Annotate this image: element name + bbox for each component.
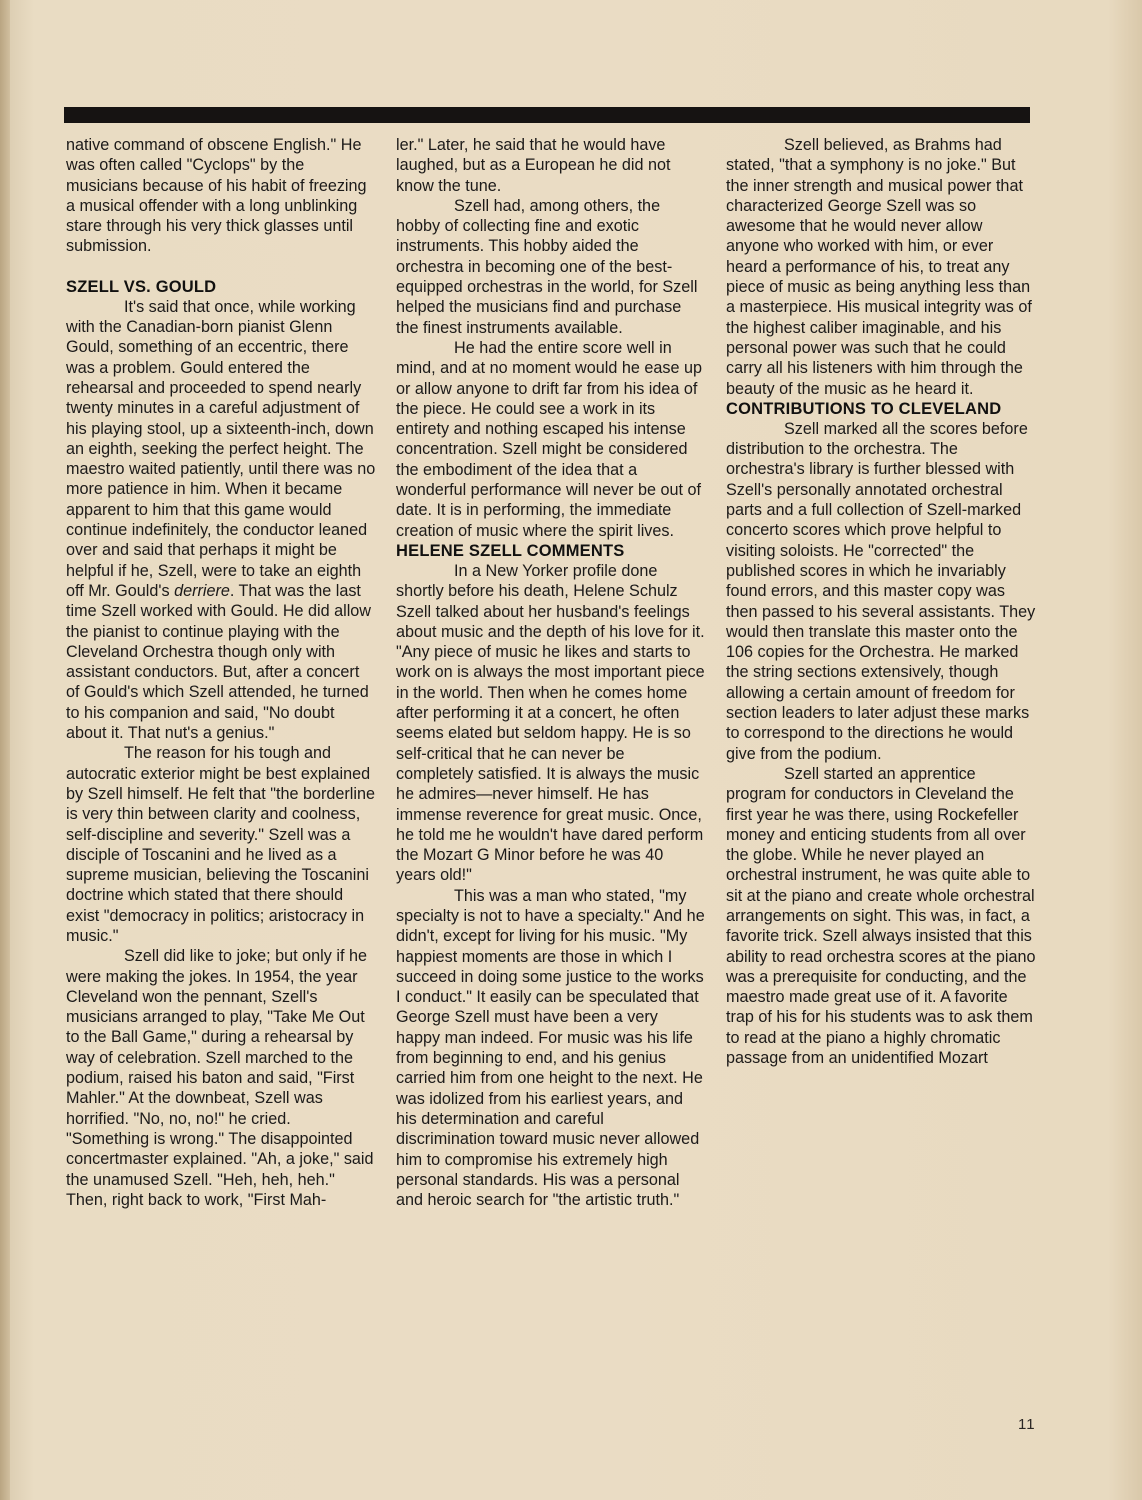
text-column-3 [726, 135, 1036, 1068]
gould-story-text-2: . That was the last time Szell worked with Gould. He did allow the pianist to continue playing with the Cleveland Orchestra though only with assistant conductors. But, after a concert of Gould's which Szell attended, he turned to his companion and said, "No doubt about it. That nut's a genius." [66, 581, 371, 743]
paragraph-marked-scores: Szell marked all the scores before distribution to the orchestra. The orchestra's library is further blessed with Szell's personally annotated orchestral parts and a full collection of Szell-marked concerto scores which prove helpful to visiting soloists. He "corrected" the published scores in which he invariably found errors, and this master copy was then passed to his several assistants. They would then translate this master onto the 106 copies for the Orchestra. He marked the string sections extensively, though allowing a certain amount of freedom for section leaders to later adjust these marks to correspond to the directions he would give from the podium. [726, 419, 1036, 763]
paragraph-cyclops: native command of obscene English." He was often called "Cyclops" by the musicians because of his habit of freezing a musical offender with a long unblinking stare through his very thick glasses until submission. [66, 136, 367, 256]
paragraph-instruments-hobby: Szell had, among others, the hobby of collecting fine and exotic instruments. This hobby aided the orchestra in becoming one of the best-equipped orchestras in the world, for Szell helped the musicians find and purchase the finest instruments available. [396, 196, 698, 337]
page-number: 11 [1018, 1416, 1036, 1433]
section-heading-helene-szell: HELENE SZELL COMMENTS [396, 541, 625, 560]
text-column-2 [396, 135, 706, 1210]
page-binding-edge [0, 0, 10, 1500]
header-rule-bar [64, 107, 1030, 123]
paragraph-entire-score: He had the entire score well in mind, and at no moment would he ease up or allow anyone to drift far from his idea of the piece. He could see a work in its entirety and nothing escaped his intense concentration. Szell might be considered the embodiment of the idea that a wonderful performance will never be out of date. It is in performing, the immediate creation of music where the spirit lives. [396, 338, 702, 540]
paragraph-brahms: Szell believed, as Brahms had stated, "that a symphony is no joke." But the inner strength and musical power that characterized George Szell was so awesome that he would never allow anyone who worked with him, or ever heard a performance of his, to treat any piece of music as being anything less than a masterpiece. His musical integrity was of the highest caliber imaginable, and his personal power was such that he could carry all his listeners with him through the beauty of the music as he heard it. [726, 136, 1032, 398]
paragraph-mahler-continued: ler." Later, he said that he would have laughed, but as a European he did not know the tune. [396, 136, 671, 195]
section-heading-szell-vs-gould: SZELL VS. GOULD [66, 277, 217, 296]
paragraph-joke: Szell did like to joke; but only if he were making the jokes. In 1954, the year Cleveland won the pennant, Szell's musicians arranged to play, "Take Me Out to the Ball Game," during a rehearsal by way of celebration. Szell marched to the podium, raised his baton and said, "First Mahler." At the downbeat, Szell was horrified. "No, no, no!" he cried. "Something is wrong." The disappointed concertmaster explained. "Ah, a joke," said the unamused Szell. "Heh, heh, heh." Then, right back to work, "First Mah- [66, 947, 374, 1209]
paragraph-specialty: This was a man who stated, "my specialty is not to have a specialty." And he didn't, except for living for his music. "My happiest moments are those in which I succeed in doing some justice to the works I conduct." It easily can be speculated that George Szell must have been a very happy man indeed. For music was his life from beginning to end, and his genius carried him from one height to the next. He was idolized from his earliest years, and his determination and careful discrimination toward music never allowed him to compromise his extremely high personal standards. His was a personal and heroic search for "the artistic truth." [396, 886, 705, 1210]
gould-story-italic: derriere [174, 581, 230, 600]
paragraph-new-yorker-profile: In a New Yorker profile done shortly before his death, Helene Schulz Szell talked about her husband's feelings about music and the depth of his love for it. "Any piece of music he likes and starts to work on is always the most important piece in the world. Then when he comes home after performing it at a concert, he often seems elated but seldom happy. He is so self-critical that he can never be completely satisfied. It is always the music he admires—never himself. He has immense reverence for great music. Once, he told me he wouldn't have dared perform the Mozart G Minor before he was 40 years old!" [396, 561, 705, 885]
paragraph-gould-story [66, 297, 376, 744]
paragraph-apprentice-program: Szell started an apprentice program for conductors in Cleveland the first year he was there, using Rockefeller money and enticing students from all over the globe. While he never played an orchestral instrument, he was quite able to sit at the piano and create whole orchestral arrangements on sight. This was, in fact, a favorite trick. Szell always insisted that this ability to read orchestra scores at the piano was a prerequisite for conducting, and the maestro made great use of it. A favorite trap of his for his students was to ask them to read at the piano a highly chromatic passage from an unidentified Mozart [726, 764, 1036, 1068]
section-heading-contributions: CONTRIBUTIONS TO CLEVELAND [726, 399, 1002, 418]
gould-story-text-1: It's said that once, while working with the Canadian-born pianist Glenn Gould, something of an eccentric, there was a problem. Gould entered the rehearsal and proceeded to spend nearly twenty minutes in a careful adjustment of his playing stool, up a sixteenth-inch, down an eighth, seeking the perfect height. The maestro waited patiently, until there was no more patience in him. When it became apparent to him that this game would continue indefinitely, the conductor leaned over and said that perhaps it might be helpful if he, Szell, were to take an eighth off Mr. Gould's [66, 297, 376, 600]
text-column-1 [66, 135, 376, 1210]
paragraph-autocratic-exterior: The reason for his tough and autocratic exterior might be best explained by Szell himself. He felt that "the borderline is very thin between clarity and coolness, self-discipline and severity." Szell was a disciple of Toscanini and he lived as a supreme musician, believing the Toscanini doctrine which stated that there should exist "democracy in politics; aristocracy in music." [66, 744, 375, 945]
